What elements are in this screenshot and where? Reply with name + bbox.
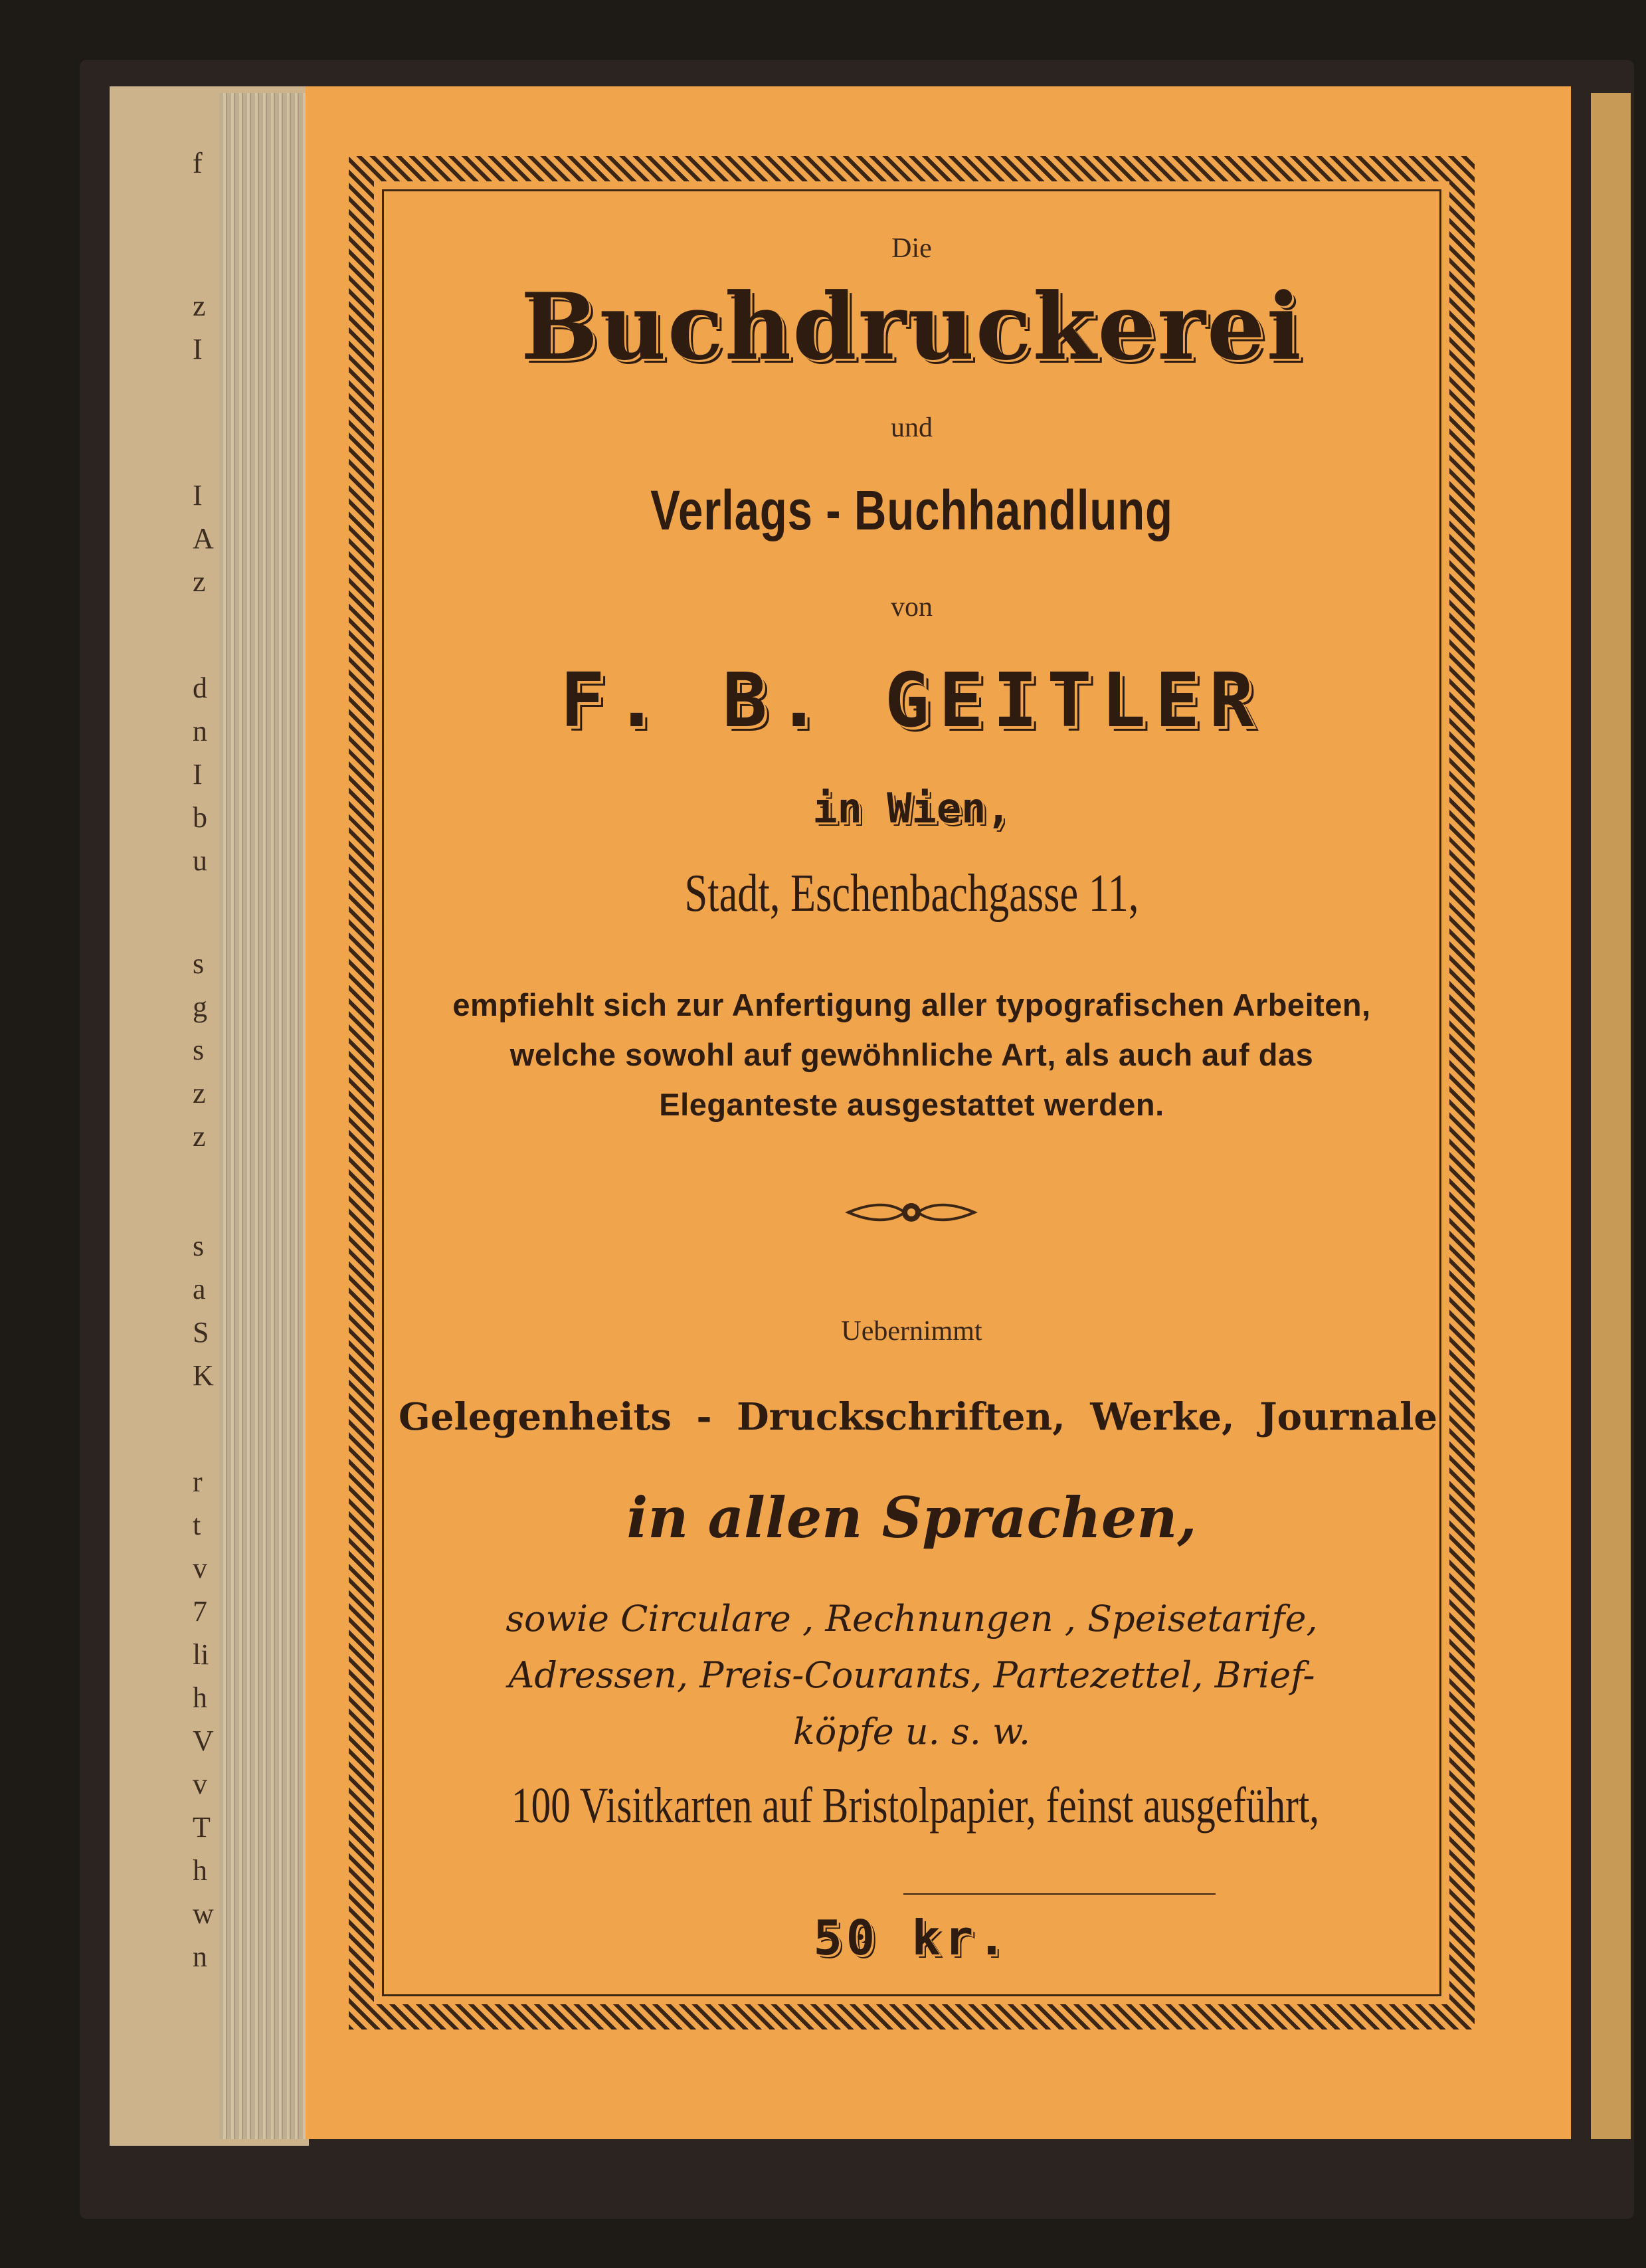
items-line-3: köpfe u. s. w. [792, 1711, 1031, 1752]
left-letter: 7 [193, 1595, 207, 1628]
business-card-offer: 100 Visitkarten auf Bristolpapier, feinst ausgeführt, [511, 1778, 1320, 1834]
left-letter: A [193, 522, 214, 555]
price: 50 kr. [813, 1910, 1010, 1966]
next-page-edge [1591, 93, 1631, 2139]
left-letter: I [193, 333, 203, 365]
body-line-3: Eleganteste ausgestattet werden. [659, 1087, 1164, 1122]
left-letter: a [193, 1273, 206, 1305]
left-letter: K [193, 1359, 214, 1392]
page-edges [219, 93, 319, 2139]
left-letter: u [193, 844, 207, 877]
left-letter: n [193, 1940, 207, 1973]
body-line-1: empfiehlt sich zur Anfertigung aller typografischen Arbeiten, [452, 987, 1371, 1022]
services: Gelegenheits - Druckschriften, Werke, Journale [399, 1395, 1438, 1439]
left-letter: r [193, 1465, 203, 1498]
left-letter: d [193, 672, 207, 704]
left-letter: z [193, 1077, 206, 1109]
left-letter: V [193, 1725, 214, 1757]
flourish-ornament-icon [845, 1189, 978, 1236]
von-text: von [891, 592, 933, 622]
left-letter: h [193, 1854, 207, 1887]
und-text: und [891, 413, 933, 443]
languages: in allen Sprachen, [626, 1485, 1197, 1551]
left-letter: I [193, 758, 203, 791]
divider-rule [903, 1893, 1216, 1895]
left-letter: h [193, 1681, 207, 1714]
left-letter: b [193, 801, 207, 834]
left-letter: s [193, 947, 205, 980]
left-letter: S [193, 1316, 209, 1349]
left-letter: f [193, 147, 203, 179]
left-letter: v [193, 1552, 207, 1584]
left-letter: I [193, 479, 203, 512]
left-letter: n [193, 715, 207, 747]
left-letter: s [193, 1034, 205, 1066]
left-letter: z [193, 290, 206, 322]
left-letter: v [193, 1768, 207, 1800]
left-letter: z [193, 1120, 206, 1153]
city: in Wien, [812, 784, 1011, 832]
left-letter: t [193, 1509, 201, 1541]
left-letter: z [193, 565, 206, 598]
items-line-1: sowie Circulare , Rechnungen , Speisetarife, [505, 1598, 1318, 1640]
die-text: Die [891, 233, 932, 264]
left-letter: w [193, 1897, 214, 1930]
left-letter: g [193, 991, 207, 1023]
headline: Buchdruckerei [520, 272, 1303, 381]
left-letter: s [193, 1230, 205, 1262]
left-letter: T [193, 1811, 211, 1843]
subtitle: Verlags - Buchhandlung [650, 479, 1173, 541]
leaflet-content [399, 199, 1438, 1993]
uebernimmt-text: Uebernimmt [841, 1316, 982, 1347]
body-line-2: welche sowohl auf gewöhnliche Art, als auch auf das [509, 1037, 1314, 1072]
left-letter: li [193, 1638, 209, 1671]
publisher-name: F. B. GEITLER [560, 658, 1263, 744]
items-line-2: Adressen, Preis-Courants, Partezettel, Brief- [508, 1654, 1315, 1696]
address: Stadt, Eschenbachgasse 11, [684, 864, 1139, 923]
